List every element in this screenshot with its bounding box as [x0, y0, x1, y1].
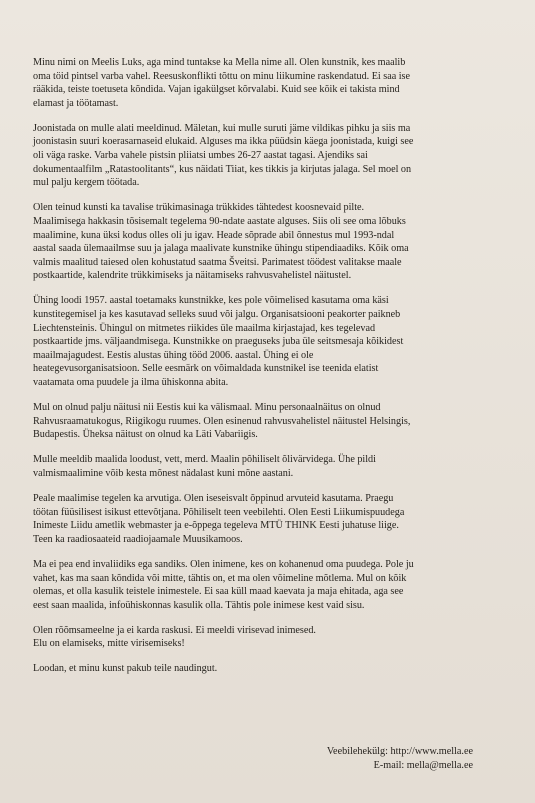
website-link[interactable]: Veebilehekülg: http://www.mella.ee [326, 746, 473, 757]
text-line: Joonistada on mulle alati meeldinud. Mäletan, kui mulle suruti jäme vildikas pihku ja siis ma [33, 122, 411, 134]
text-line: olemas, et olla kasulik teistele inimestele. Ei saa küll maad kaevata ja maja ehitada, aga see [33, 586, 404, 598]
text-line: postkaartide, kalendrite trükkimiseks ja näitamiseks rahvusvahelistel näitustel. [33, 270, 352, 282]
text-line: Teen ka raadiosaateid raadiojaamale Muusikamoos. [33, 533, 243, 545]
text-line: Ühing loodi 1957. aastal toetamaks kunstnikke, kes pole võimelised kasutama oma käsi [33, 295, 389, 307]
paragraph-cheerful [33, 624, 507, 651]
text-line: vaatamata oma puudele ja ilma ühiskonna abita. [33, 376, 229, 388]
text-line: heategevusorganisatsioon. Selle eesmärk on võimaldada kunstnikel ise teenida elatist [33, 363, 379, 375]
text-line: mul palju kergem töötada. [33, 177, 140, 189]
text-line: Olen teinud kunsti ka tavalise trükimasinaga trükkides tähtedest koosnevaid pilte. [33, 202, 365, 214]
text-line: aastal saada ülemaailmse suu ja jalaga maalivate kunstnike ühingu stipendiaadiks. Kõik oma [33, 243, 409, 255]
text-line: maalimine, kuna üksi kodus olles oli ju igav. Heade sõprade abil õnnestus mul 1993-ndal [33, 229, 395, 241]
text-line: Elu on elamiseks, mitte virisemiseks! [33, 638, 185, 650]
text-line: rääkida, teiste toetuseta kõndida. Vajan igakülgset kõrvalabi. Kuid see kõik ei takista mind [33, 84, 400, 96]
text-line: Budapestis. Üheksa näitust on olnud ka Läti Vabariigis. [33, 429, 258, 441]
text-line: oma töid pintsel varba vahel. Reesuskonflikti tõttu on minu liikumine raskendatud. Ei saa ise [33, 70, 410, 82]
paragraph-drawing [33, 122, 507, 190]
paragraph-exhibitions [33, 401, 507, 442]
text-line: joonistasin suuri koerasarnaseid elukaid. Alguses ma ikka püüdsin käega joonistada, kuigi see [33, 136, 414, 148]
text-line: vahet, kas ma saan kõndida või mitte, tähtis on, et ma olen võimeline mõtlema. Mul on kõik [33, 572, 407, 584]
text-line: Mul on olnud palju näitusi nii Eestis kui ka välismaal. Minu personaalnäitus on olnud [33, 402, 381, 414]
paragraph-association [33, 294, 507, 389]
paragraph-painting [33, 201, 507, 283]
text-line: valmis maalitud taiesed olen kohustatud saatma Šveitsi. Parimatest töödest valitakse maale [33, 256, 402, 268]
text-line: kunstitegemisel ja kes kasutavad selleks suud või jalgu. Organisatsiooni peakorter paikneb [33, 309, 401, 320]
text-line: postkaartide jms. väljaandmisega. Kunstnikke on praeguseks juba üle seitsmesaja kõikidest [33, 336, 404, 348]
text-line: Peale maalimise tegelen ka arvutiga. Olen iseseisvalt õppinud arvuteid kasutama. Praegu [33, 493, 394, 505]
text-line: Rahvusraamatukogus, Riigikogu ruumes. Olen esinenud rahvusvahelistel näitustel Helsingis, [33, 415, 411, 427]
text-line: maailmajagudest. Eestis alustas ühing tööd 2006. aastal. Ühing ei ole [33, 349, 314, 361]
paragraph-computers [33, 492, 507, 546]
text-line: dokumentaalfilm „Ratastoolitants“, kus näidati Tiiat, kes tikkis ja kirjutas jalaga. Sel moel on [33, 163, 412, 175]
text-line: töötan füüsilisest isikust ettevõtjana. Põhiliselt teen veebilehti. Olen Eesti Liikumispuudega [33, 506, 405, 518]
contact-footer [327, 745, 473, 773]
text-line: Olen rõõmsameelne ja ei karda raskusi. Ei meeldi virisevad inimesed. [33, 624, 316, 636]
text-line: Inimeste Liidu ametlik webmaster ja e-õppega tegeleva MTÜ THINK Eesti juhatuse liige. [33, 520, 399, 532]
text-line: Loodan, et minu kunst pakub teile naudingut. [33, 663, 218, 675]
paragraph-attitude [33, 558, 507, 612]
text-line: valmismaalimine võib kesta mõnest nädalast kuni mõne aastani. [33, 467, 294, 479]
paragraph-subjects [33, 453, 507, 480]
text-line: Mulle meeldib maalida loodust, vett, merd. Maalin põhiliselt õlivärvidega. Ühe pildi [33, 454, 376, 466]
text-line: eest saan maalida, infoühiskonnas kasulik olla. Tähtis pole inimese kest vaid sisu. [33, 599, 365, 611]
text-line: Liechtensteinis. Ühingul on mitmetes riikides üle maailma kirjastajad, kes tegelevad [33, 322, 376, 334]
text-line: Minu nimi on Meelis Luks, aga mind tuntakse ka Mella nime all. Olen kunstnik, kes maalib [33, 57, 406, 68]
paragraph-closing [33, 662, 507, 676]
text-line: elamast ja töötamast. [33, 97, 119, 109]
email-link[interactable]: E-mail: mella@mella.ee [373, 760, 473, 771]
text-line: Ma ei pea end invaliidiks ega sandiks. Olen inimene, kes on kohanenud oma puudega. Pole ju [33, 558, 414, 570]
text-line: oli väga raske. Varba vahele pistsin pliiatsi umbes 26-27 aastat tagasi. Ajendiks sai [33, 150, 368, 162]
text-line: Maalimisega hakkasin tõsisemalt tegelema 90-ndate aastate alguses. Siis oli see oma lõbuks [33, 215, 406, 227]
paragraph-intro [33, 56, 507, 110]
